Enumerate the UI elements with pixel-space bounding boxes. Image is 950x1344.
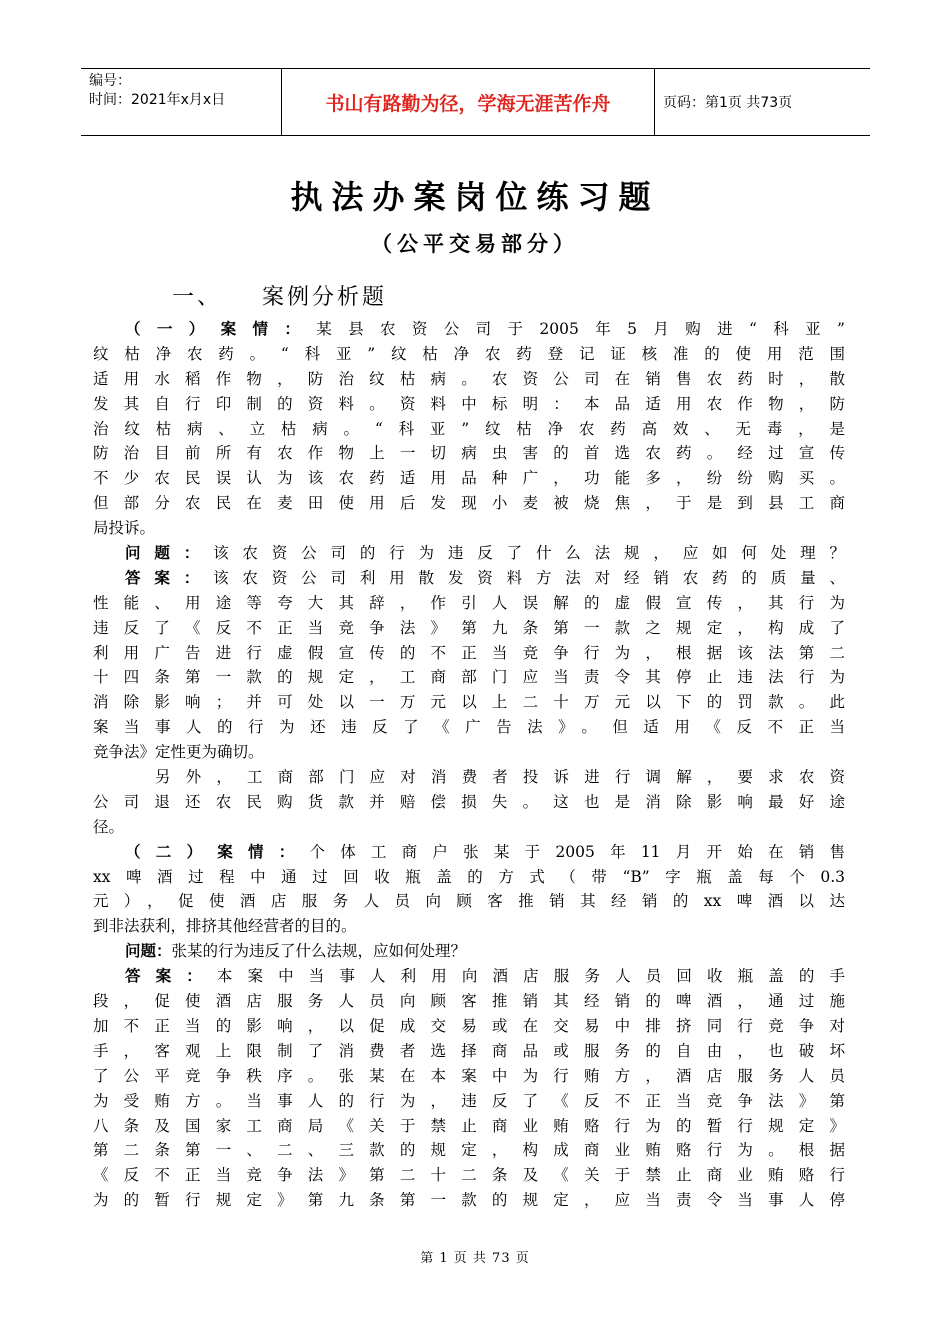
paragraph-line: 为的暂行规定》第九条第一款的规定，应当责令当事人停: [93, 1191, 845, 1210]
paragraph-line: 消除影响；并可处以一万元以上二十万元以下的罚款。此: [93, 693, 845, 712]
paragraph-line: 第二条第一、二、三款的规定，构成商业贿赂行为。根据: [93, 1141, 845, 1160]
code-label: 编号：: [89, 73, 131, 89]
paragraph-line: 公司退还农民购货款并赔偿损失。这也是消除影响最好途: [93, 792, 845, 811]
section-heading: [172, 280, 387, 311]
paragraph-line: 竞争法》定性更为确切。: [93, 743, 264, 762]
paragraph-line: （一）案情：某县农资公司于2005年5月购进“科亚”: [125, 320, 845, 338]
paragraph-line: 发其自行印制的资料。资料中标明：本品适用农作物，防: [93, 394, 845, 413]
paragraph-line: 违反了《反不正当竞争法》第九条第一款之规定，构成了: [93, 618, 845, 637]
paragraph-line: xx啤酒过程中通过回收瓶盖的方式（带“B”字瓶盖每个0.3: [93, 867, 845, 886]
paragraph-line: 利用广告进行虚假宣传的不正当竞争行为，根据该法第二: [93, 643, 845, 662]
paragraph-line: 案当事人的行为还违反了《广告法》。但适用《反不正当: [93, 718, 845, 737]
section-label: 案例分析题: [262, 285, 388, 310]
question-lead: 问题：: [125, 544, 214, 563]
answer-lead: 答案：: [125, 568, 214, 587]
paragraph-line: 手，客观上限制了消费者选择商品或服务的自由，也破坏: [93, 1041, 845, 1060]
document-header: [81, 68, 870, 136]
question-line: 问题：张某的行为违反了什么法规，应如何处理？: [125, 942, 467, 961]
paragraph-line: 加不正当的影响，以促成交易或在交易中排挤同行竞争对: [93, 1016, 845, 1035]
paragraph-line: 到非法获利，排挤其他经营者的目的。: [93, 917, 357, 936]
paragraph-line: 但部分农民在麦田使用后发现小麦被烧焦，于是到县工商: [93, 494, 845, 513]
answer-lead: 答案：: [125, 967, 217, 986]
paragraph-line: 另外，工商部门应对消费者投诉进行调解，要求农资: [155, 768, 845, 787]
answer-line: 答案：本案中当事人利用向酒店服务人员回收瓶盖的手: [125, 967, 845, 986]
paragraph-line: 适用水稻作物，防治纹枯病。农资公司在销售农药时，散: [93, 369, 845, 388]
answer-line: 答案：该农资公司利用散发资料方法对经销农药的质量、: [125, 568, 845, 587]
document-subtitle: （公平交易部分）: [371, 232, 579, 256]
paragraph-line: 治纹枯病、立枯病。“科亚”纹枯净农药高效、无毒，是: [93, 419, 845, 438]
paragraph-line: 段，促使酒店服务人员向顾客推销其经销的啤酒，通过施: [93, 992, 845, 1011]
paragraph-line: 八条及国家工商局《关于禁止商业贿赂行为的暂行规定》: [93, 1116, 845, 1135]
paragraph-line: 径。: [93, 817, 125, 836]
paragraph-line: 十四条第一款的规定，工商部门应当责令其停止违法行为: [93, 668, 845, 687]
paragraph-line: 局投诉。: [93, 519, 156, 538]
paragraph-line: 不少农民误认为该农药适用品种广，功能多，纷纷购买。: [93, 469, 845, 488]
paragraph-line: 了公平竞争秩序。张某在本案中为行贿方，酒店服务人员: [93, 1066, 845, 1085]
time-label: 时间：2021年x月x日: [89, 92, 226, 108]
question-lead: 问题：: [125, 942, 172, 961]
paragraph-line: 元），促使酒店服务人员向顾客推销其经销的xx啤酒以达: [93, 892, 845, 911]
header-motto: 书山有路勤为径，学海无涯苦作舟: [281, 69, 655, 135]
paragraph-line: 《反不正当竞争法》第二十二条及《关于禁止商业贿赂行: [93, 1166, 845, 1185]
paragraph-line: 防治目前所有农作物上一切病虫害的首选农药。经过宣传: [93, 444, 845, 463]
document-title: 执法办案岗位练习题: [290, 178, 660, 216]
header-page-info: 页码：第1页 共73页: [663, 95, 793, 111]
paragraph-line: （二）案情：个体工商户张某于2005年11月开始在销售: [125, 842, 845, 861]
document-body: [93, 317, 845, 1213]
paragraph-line: 为受贿方。当事人的行为，违反了《反不正当竞争法》第: [93, 1091, 845, 1110]
question-line: 问题：该农资公司的行为违反了什么法规，应如何处理？: [125, 544, 845, 563]
case-lead: （二）案情：: [125, 842, 310, 861]
case-lead: （一）案情：: [125, 320, 317, 338]
header-meta: [81, 69, 281, 135]
paragraph-line: 纹枯净农药。“科亚”纹枯净农药登记证核准的使用范围: [93, 344, 845, 363]
section-number: 一、: [172, 285, 223, 310]
page-footer: 第 1 页 共 73 页: [420, 1251, 530, 1266]
paragraph-line: 性能、用途等夸大其辞，作引人误解的虚假宣传，其行为: [93, 593, 845, 612]
